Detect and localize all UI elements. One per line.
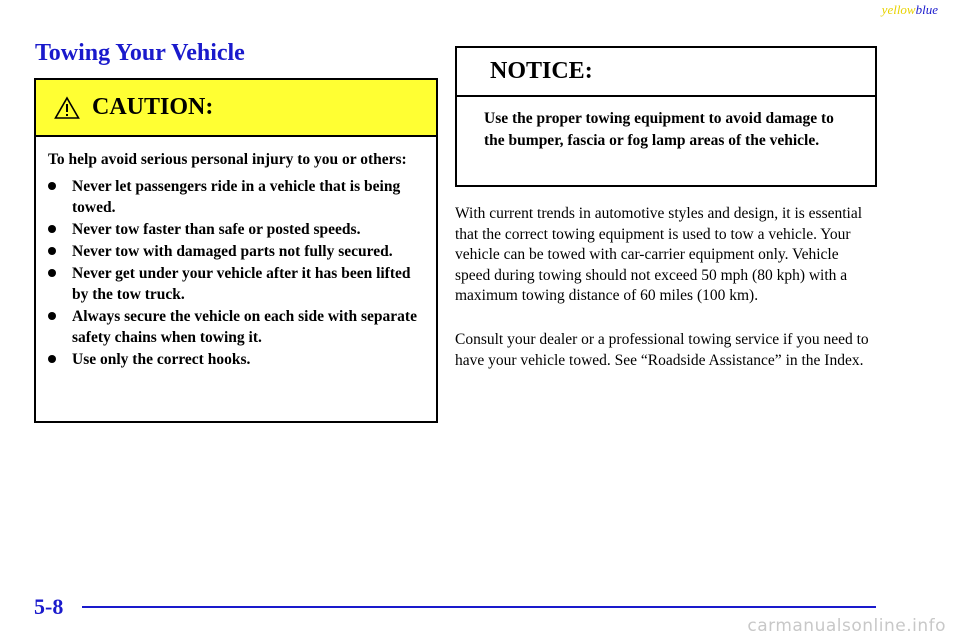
page-title: Towing Your Vehicle <box>35 40 245 66</box>
list-item <box>48 219 424 240</box>
warning-triangle-icon <box>54 96 80 120</box>
page-number: 5-8 <box>34 594 64 619</box>
bullet-dot-icon <box>48 312 56 320</box>
list-item <box>48 241 424 262</box>
bullet-dot-icon <box>48 225 56 233</box>
list-item <box>48 176 424 218</box>
body-paragraph-consult-dealer: Consult your dealer or a professional towing service if you need to have your vehicle towed. See “Roadside Assistance” in the Index. <box>455 331 869 369</box>
bullet-text: Never tow with damaged parts not fully secured. <box>72 243 393 260</box>
watermark: carmanualsonline.info <box>747 616 946 636</box>
caution-bullet-list <box>48 176 424 370</box>
notice-header <box>457 48 875 97</box>
bullet-dot-icon <box>48 355 56 363</box>
corner-color-marker <box>882 2 938 18</box>
bullet-text: Never tow faster than safe or posted speeds. <box>72 221 361 238</box>
notice-body: Use the proper towing equipment to avoid damage to the bumper, fascia or fog lamp areas of the vehicle. <box>484 110 834 149</box>
caution-header <box>36 80 436 137</box>
bullet-text: Always secure the vehicle on each side with separate safety chains when towing it. <box>72 308 417 346</box>
corner-blue-text: blue <box>915 2 938 17</box>
bullet-dot-icon <box>48 247 56 255</box>
bullet-text: Use only the correct hooks. <box>72 351 251 368</box>
notice-box <box>455 46 877 187</box>
bullet-text: Never let passengers ride in a vehicle that is being towed. <box>72 178 401 216</box>
list-item <box>48 263 424 305</box>
bullet-dot-icon <box>48 182 56 190</box>
notice-heading: NOTICE: <box>490 58 593 84</box>
caution-body <box>36 137 436 370</box>
body-paragraph-towing-trends: With current trends in automotive styles and design, it is essential that the correct towing equipment is used to tow a vehicle. Your vehicle can be towed with car-carrier equipment only. Vehicle speed during towing should not exceed 50 mph (80 kph) with a maximum towing distance of 60 miles (100 km). <box>455 205 863 304</box>
list-item <box>48 306 424 348</box>
caution-intro: To help avoid serious personal injury to you or others: <box>48 151 407 168</box>
corner-yellow-text: yellow <box>881 2 916 17</box>
list-item <box>48 349 424 370</box>
caution-box <box>34 78 438 423</box>
footer-divider <box>82 606 876 608</box>
bullet-dot-icon <box>48 269 56 277</box>
caution-heading: CAUTION: <box>92 94 214 120</box>
bullet-text: Never get under your vehicle after it has been lifted by the tow truck. <box>72 265 411 303</box>
